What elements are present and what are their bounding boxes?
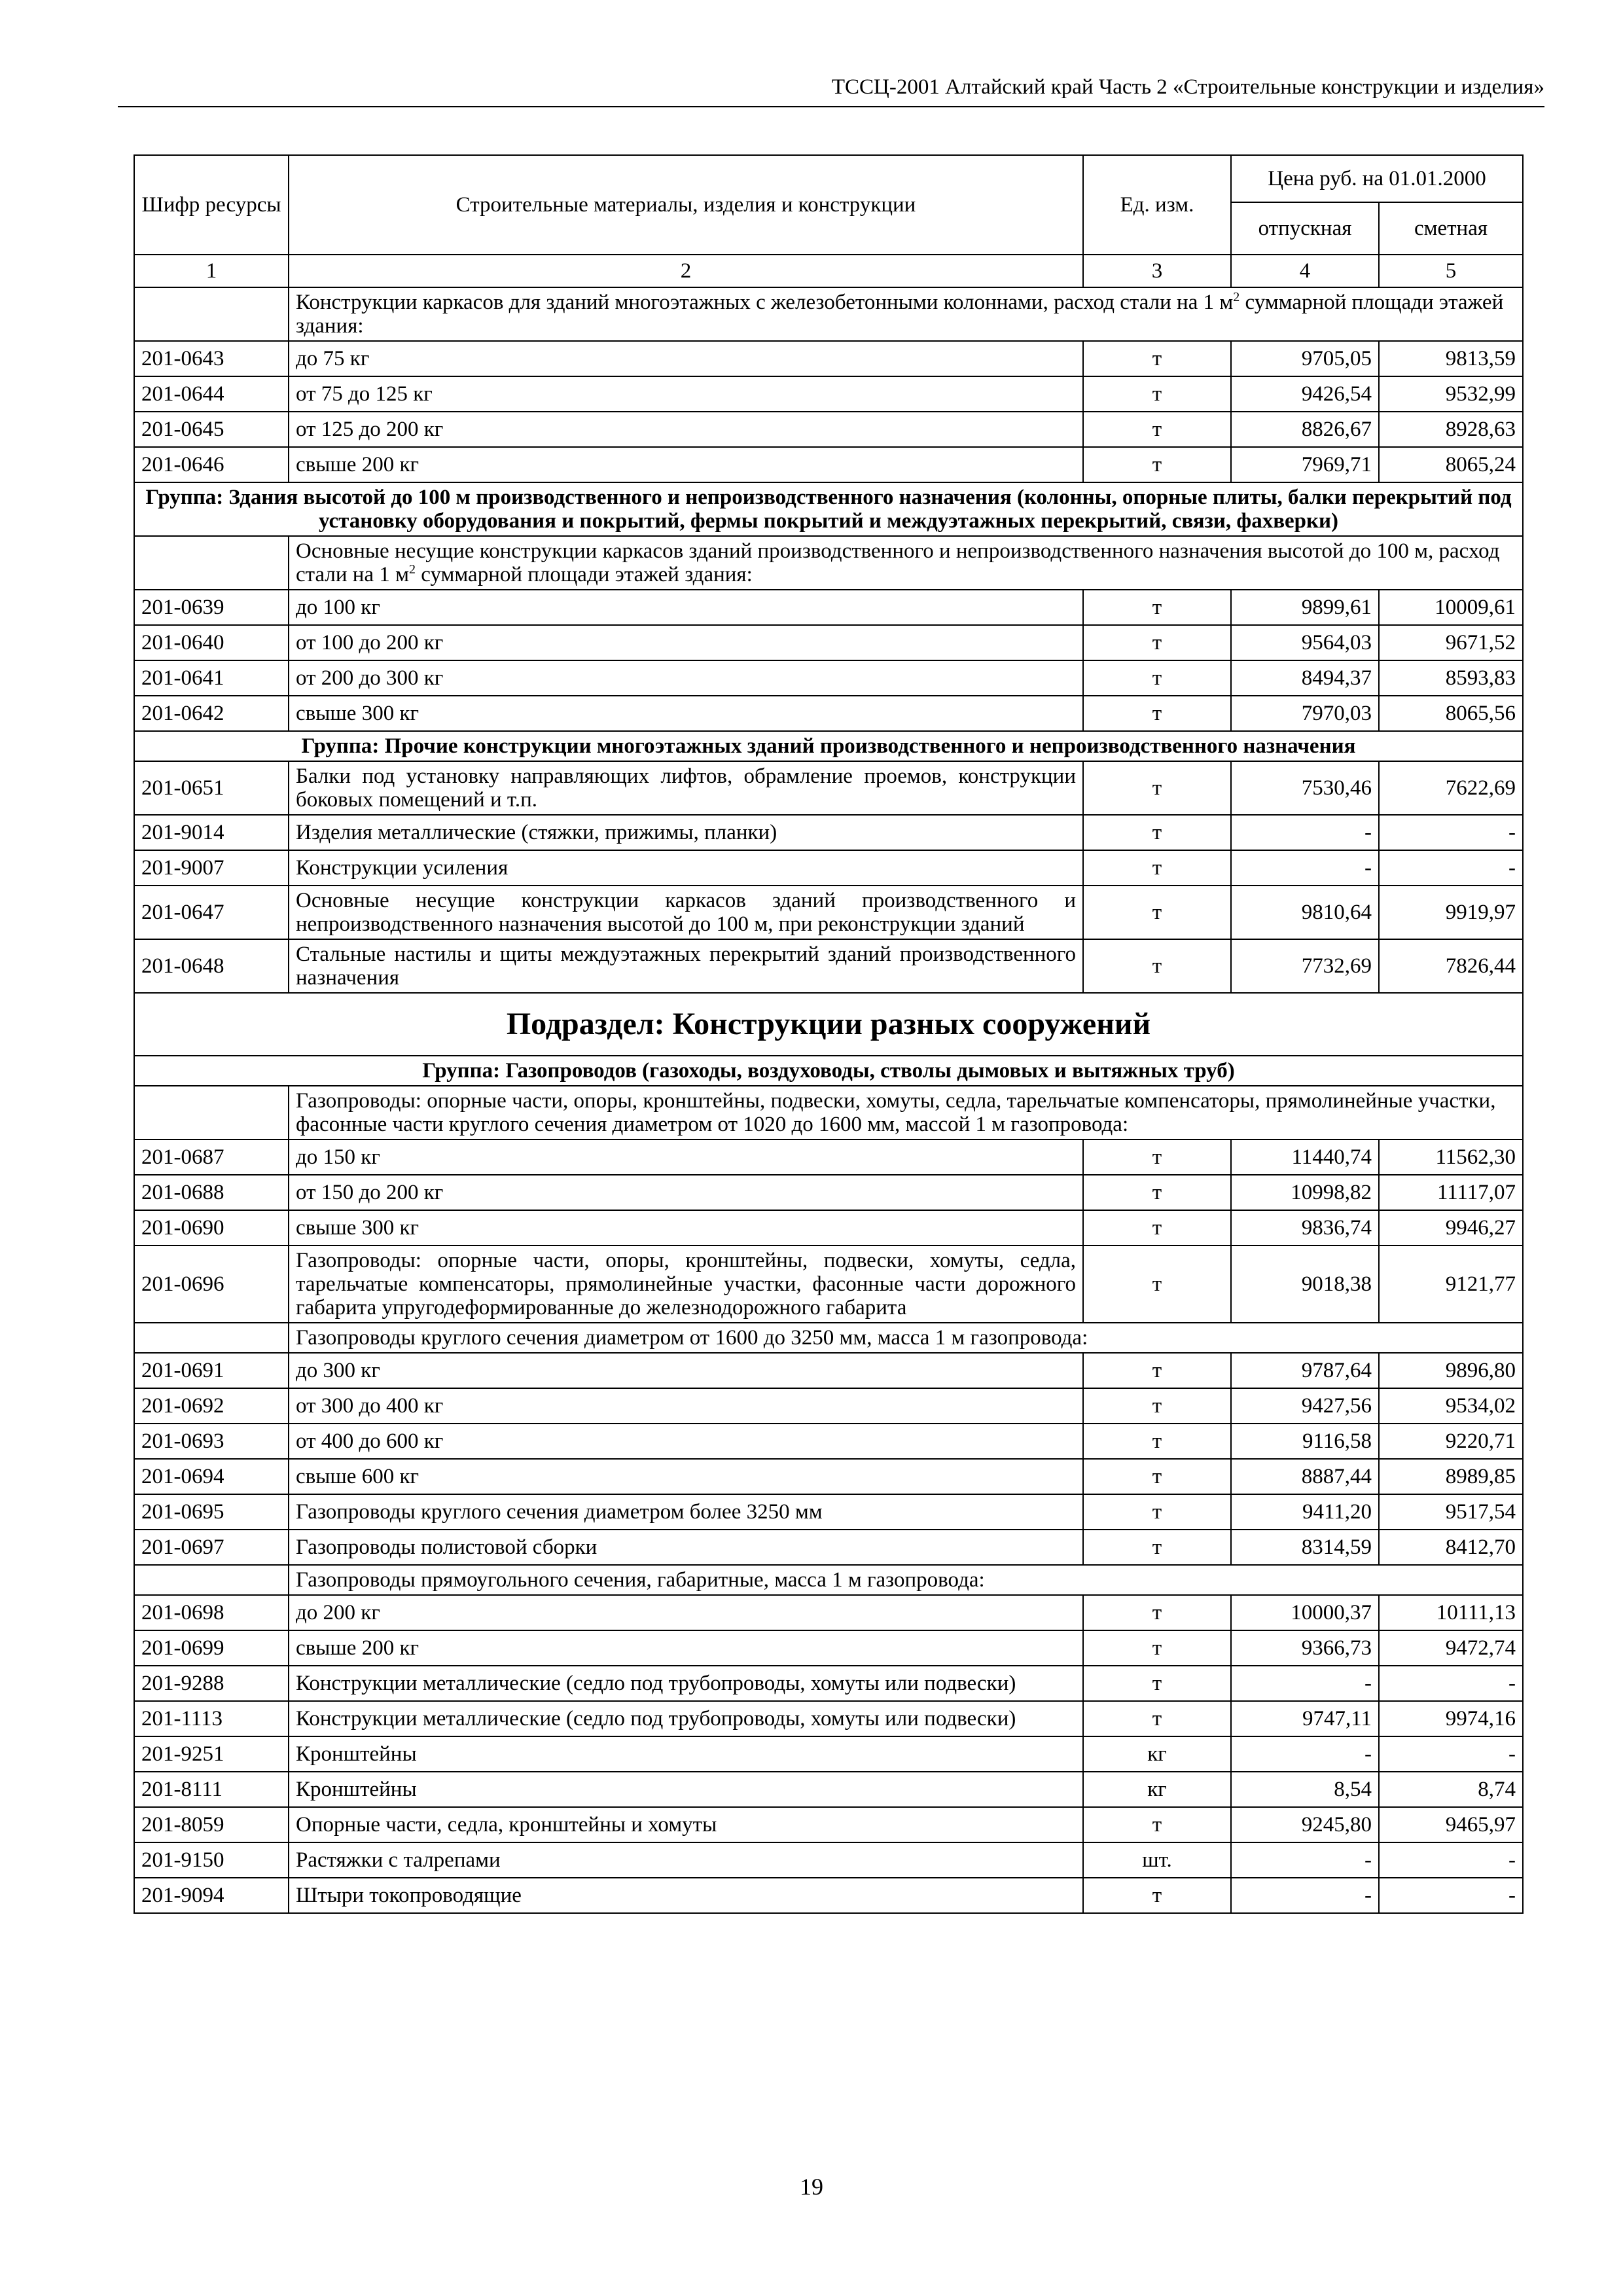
resource-code-cell: 201-0641 xyxy=(134,660,289,696)
table-row xyxy=(134,696,1523,731)
note-text-part: Газопроводы: опорные части, опоры, кронштейны, подвески, хомуты, седла, тарельчатые компенсаторы, прямолинейные участки, фасонные части круглого сечения диаметром от 1020 до 1600 мм, массой 1 м газопровода: xyxy=(296,1089,1496,1136)
note-row xyxy=(134,1086,1523,1139)
resource-name-cell: Конструкции металлические (седло под трубопроводы, хомуты или подвески) xyxy=(289,1701,1083,1736)
resource-name-cell: свыше 200 кг xyxy=(289,1630,1083,1666)
resource-code-cell: 201-0699 xyxy=(134,1630,289,1666)
unit-cell: т xyxy=(1083,1701,1231,1736)
note-text xyxy=(289,1565,1523,1595)
unit-cell: т xyxy=(1083,1459,1231,1494)
unit-cell: т xyxy=(1083,1530,1231,1565)
column-number: 3 xyxy=(1083,255,1231,287)
table-row xyxy=(134,1530,1523,1565)
unit-cell: т xyxy=(1083,1353,1231,1388)
table-row xyxy=(134,1246,1523,1323)
unit-cell: т xyxy=(1083,660,1231,696)
estimate-price-cell: 8412,70 xyxy=(1379,1530,1523,1565)
table-row xyxy=(134,1878,1523,1913)
resource-code-cell: 201-8059 xyxy=(134,1807,289,1842)
release-price-cell: 9747,11 xyxy=(1231,1701,1379,1736)
resource-name-cell: от 400 до 600 кг xyxy=(289,1424,1083,1459)
table-row xyxy=(134,886,1523,939)
unit-cell: т xyxy=(1083,1175,1231,1210)
table-row xyxy=(134,1353,1523,1388)
table-row xyxy=(134,815,1523,850)
group-row xyxy=(134,482,1523,536)
unit-cell: кг xyxy=(1083,1772,1231,1807)
resource-name-cell: Газопроводы круглого сечения диаметром более 3250 мм xyxy=(289,1494,1083,1530)
resource-code-cell: 201-0687 xyxy=(134,1139,289,1175)
empty-code-cell xyxy=(134,1565,289,1595)
release-price-cell: - xyxy=(1231,815,1379,850)
resource-name-cell: до 100 кг xyxy=(289,590,1083,625)
release-price-cell: 9787,64 xyxy=(1231,1353,1379,1388)
release-price-cell: 7969,71 xyxy=(1231,447,1379,482)
unit-cell: т xyxy=(1083,341,1231,376)
resource-name-cell: Газопроводы полистовой сборки xyxy=(289,1530,1083,1565)
estimate-price-cell: 8065,56 xyxy=(1379,696,1523,731)
table-row xyxy=(134,1630,1523,1666)
resource-name-cell: от 100 до 200 кг xyxy=(289,625,1083,660)
resource-code-cell: 201-0688 xyxy=(134,1175,289,1210)
resource-code-cell: 201-9007 xyxy=(134,850,289,886)
release-price-cell: 8826,67 xyxy=(1231,412,1379,447)
resource-name-cell: Растяжки с талрепами xyxy=(289,1842,1083,1878)
resource-name-cell: Конструкции металлические (седло под трубопроводы, хомуты или подвески) xyxy=(289,1666,1083,1701)
table-row xyxy=(134,1494,1523,1530)
release-price-cell: 8,54 xyxy=(1231,1772,1379,1807)
resource-name-cell: Кронштейны xyxy=(289,1772,1083,1807)
table-row xyxy=(134,1210,1523,1246)
resource-code-cell: 201-0640 xyxy=(134,625,289,660)
table-row xyxy=(134,625,1523,660)
estimate-price-cell: 9919,97 xyxy=(1379,886,1523,939)
resource-name-cell: Изделия металлические (стяжки, прижимы, планки) xyxy=(289,815,1083,850)
estimate-price-cell: - xyxy=(1379,1878,1523,1913)
estimate-price-cell: - xyxy=(1379,1842,1523,1878)
estimate-price-cell: - xyxy=(1379,1736,1523,1772)
table-row xyxy=(134,376,1523,412)
unit-cell: т xyxy=(1083,1878,1231,1913)
table-row xyxy=(134,1595,1523,1630)
table-row xyxy=(134,412,1523,447)
unit-cell: кг xyxy=(1083,1736,1231,1772)
estimate-price-cell: 9220,71 xyxy=(1379,1424,1523,1459)
release-price-cell: 9899,61 xyxy=(1231,590,1379,625)
release-price-cell: - xyxy=(1231,1842,1379,1878)
release-price-cell: 7530,46 xyxy=(1231,761,1379,815)
table-header-row xyxy=(134,155,1523,202)
estimate-price-cell: 9465,97 xyxy=(1379,1807,1523,1842)
resource-code-cell: 201-0642 xyxy=(134,696,289,731)
table-row xyxy=(134,1701,1523,1736)
empty-code-cell xyxy=(134,287,289,341)
column-header-code: Шифр ресурсы xyxy=(134,155,289,255)
group-row xyxy=(134,1056,1523,1086)
note-text-part: Конструкции каркасов для зданий многоэтажных с железобетонными колоннами, расход стали на 1 м xyxy=(296,291,1234,314)
note-text xyxy=(289,1086,1523,1139)
estimate-price-cell: - xyxy=(1379,850,1523,886)
resource-name-cell: Стальные настилы и щиты междуэтажных перекрытий зданий производственного назначения xyxy=(289,939,1083,993)
resource-name-cell: Штыри токопроводящие xyxy=(289,1878,1083,1913)
estimate-price-cell: 9896,80 xyxy=(1379,1353,1523,1388)
unit-cell: шт. xyxy=(1083,1842,1231,1878)
resource-code-cell: 201-9014 xyxy=(134,815,289,850)
table-row xyxy=(134,660,1523,696)
note-text-part: суммарной площади этажей здания: xyxy=(415,563,753,586)
resource-name-cell: до 150 кг xyxy=(289,1139,1083,1175)
resource-code-cell: 201-0643 xyxy=(134,341,289,376)
resource-name-cell: свыше 600 кг xyxy=(289,1459,1083,1494)
release-price-cell: 8887,44 xyxy=(1231,1459,1379,1494)
release-price-cell: - xyxy=(1231,1878,1379,1913)
resource-name-cell: от 125 до 200 кг xyxy=(289,412,1083,447)
estimate-price-cell: 9121,77 xyxy=(1379,1246,1523,1323)
resource-code-cell: 201-0645 xyxy=(134,412,289,447)
column-number: 5 xyxy=(1379,255,1523,287)
unit-cell: т xyxy=(1083,590,1231,625)
column-number: 1 xyxy=(134,255,289,287)
unit-cell: т xyxy=(1083,1246,1231,1323)
unit-cell: т xyxy=(1083,850,1231,886)
empty-code-cell xyxy=(134,1086,289,1139)
unit-cell: т xyxy=(1083,1210,1231,1246)
column-header-release: отпускная xyxy=(1231,202,1379,255)
group-title: Группа: Здания высотой до 100 м производственного и непроизводственного назначения (колонны, опорные плиты, балки перекрытий под установку оборудования и покрытий, фермы покрытий и междуэтажных перекрытий, связи, фахверки) xyxy=(134,482,1523,536)
unit-cell: т xyxy=(1083,886,1231,939)
resource-code-cell: 201-0694 xyxy=(134,1459,289,1494)
estimate-price-cell: 8989,85 xyxy=(1379,1459,1523,1494)
release-price-cell: 7970,03 xyxy=(1231,696,1379,731)
estimate-price-cell: 11117,07 xyxy=(1379,1175,1523,1210)
page-number: 19 xyxy=(800,2174,823,2200)
estimate-price-cell: 10111,13 xyxy=(1379,1595,1523,1630)
estimate-price-cell: 9532,99 xyxy=(1379,376,1523,412)
resource-code-cell: 201-0697 xyxy=(134,1530,289,1565)
resource-code-cell: 201-9094 xyxy=(134,1878,289,1913)
resource-code-cell: 201-0647 xyxy=(134,886,289,939)
release-price-cell: 8314,59 xyxy=(1231,1530,1379,1565)
estimate-price-cell: - xyxy=(1379,815,1523,850)
note-text-part: Газопроводы прямоугольного сечения, габаритные, масса 1 м газопровода: xyxy=(296,1568,985,1592)
release-price-cell: 11440,74 xyxy=(1231,1139,1379,1175)
estimate-price-cell: 7622,69 xyxy=(1379,761,1523,815)
resource-code-cell: 201-0696 xyxy=(134,1246,289,1323)
section-row xyxy=(134,993,1523,1056)
estimate-price-cell: 11562,30 xyxy=(1379,1139,1523,1175)
resource-code-cell: 201-0695 xyxy=(134,1494,289,1530)
resource-name-cell: свыше 300 кг xyxy=(289,1210,1083,1246)
superscript: 2 xyxy=(1233,290,1240,304)
unit-cell: т xyxy=(1083,1494,1231,1530)
superscript: 2 xyxy=(408,562,416,577)
unit-cell: т xyxy=(1083,412,1231,447)
release-price-cell: 8494,37 xyxy=(1231,660,1379,696)
estimate-price-cell: 9534,02 xyxy=(1379,1388,1523,1424)
section-title: Подраздел: Конструкции разных сооружений xyxy=(134,993,1523,1056)
column-header-estimate: сметная xyxy=(1379,202,1523,255)
resource-code-cell: 201-9150 xyxy=(134,1842,289,1878)
table-row xyxy=(134,1807,1523,1842)
unit-cell: т xyxy=(1083,1807,1231,1842)
table-row xyxy=(134,1842,1523,1878)
price-table xyxy=(134,154,1524,1914)
resource-name-cell: от 300 до 400 кг xyxy=(289,1388,1083,1424)
resource-code-cell: 201-9288 xyxy=(134,1666,289,1701)
resource-code-cell: 201-0646 xyxy=(134,447,289,482)
resource-code-cell: 201-0693 xyxy=(134,1424,289,1459)
resource-name-cell: Опорные части, седла, кронштейны и хомуты xyxy=(289,1807,1083,1842)
release-price-cell: 9836,74 xyxy=(1231,1210,1379,1246)
column-header-price: Цена руб. на 01.01.2000 xyxy=(1231,155,1523,202)
release-price-cell: 9427,56 xyxy=(1231,1388,1379,1424)
estimate-price-cell: 8,74 xyxy=(1379,1772,1523,1807)
empty-code-cell xyxy=(134,536,289,590)
column-number: 2 xyxy=(289,255,1083,287)
note-row xyxy=(134,1323,1523,1353)
table-row xyxy=(134,447,1523,482)
estimate-price-cell: 9813,59 xyxy=(1379,341,1523,376)
table-row xyxy=(134,1736,1523,1772)
release-price-cell: 9705,05 xyxy=(1231,341,1379,376)
resource-code-cell: 201-8111 xyxy=(134,1772,289,1807)
resource-code-cell: 201-0639 xyxy=(134,590,289,625)
release-price-cell: - xyxy=(1231,1666,1379,1701)
unit-cell: т xyxy=(1083,1424,1231,1459)
table-row xyxy=(134,1175,1523,1210)
unit-cell: т xyxy=(1083,625,1231,660)
release-price-cell: 7732,69 xyxy=(1231,939,1379,993)
unit-cell: т xyxy=(1083,1666,1231,1701)
resource-name-cell: Кронштейны xyxy=(289,1736,1083,1772)
release-price-cell: - xyxy=(1231,850,1379,886)
resource-code-cell: 201-9251 xyxy=(134,1736,289,1772)
column-number: 4 xyxy=(1231,255,1379,287)
unit-cell: т xyxy=(1083,447,1231,482)
group-title: Группа: Прочие конструкции многоэтажных зданий производственного и непроизводственного назначения xyxy=(134,731,1523,761)
unit-cell: т xyxy=(1083,939,1231,993)
unit-cell: т xyxy=(1083,376,1231,412)
note-text xyxy=(289,536,1523,590)
release-price-cell: 9245,80 xyxy=(1231,1807,1379,1842)
estimate-price-cell: 9974,16 xyxy=(1379,1701,1523,1736)
table-row xyxy=(134,1772,1523,1807)
estimate-price-cell: 8928,63 xyxy=(1379,412,1523,447)
release-price-cell: 10000,37 xyxy=(1231,1595,1379,1630)
estimate-price-cell: 7826,44 xyxy=(1379,939,1523,993)
release-price-cell: 9564,03 xyxy=(1231,625,1379,660)
price-table-body xyxy=(134,155,1523,1913)
unit-cell: т xyxy=(1083,1139,1231,1175)
estimate-price-cell: 9517,54 xyxy=(1379,1494,1523,1530)
resource-code-cell: 201-0698 xyxy=(134,1595,289,1630)
table-row xyxy=(134,1459,1523,1494)
release-price-cell: 9116,58 xyxy=(1231,1424,1379,1459)
note-text xyxy=(289,1323,1523,1353)
release-price-cell: 9018,38 xyxy=(1231,1246,1379,1323)
table-row xyxy=(134,1139,1523,1175)
note-text-part: Газопроводы круглого сечения диаметром от 1600 до 3250 мм, масса 1 м газопровода: xyxy=(296,1326,1088,1350)
table-row xyxy=(134,590,1523,625)
table-row xyxy=(134,1666,1523,1701)
column-header-name: Строительные материалы, изделия и конструкции xyxy=(289,155,1083,255)
note-text-part: Основные несущие конструкции каркасов зданий производственного и непроизводственного назначения высотой до 100 м, расход стали на 1 м xyxy=(296,539,1500,586)
estimate-price-cell: 9671,52 xyxy=(1379,625,1523,660)
running-header: ТССЦ-2001 Алтайский край Часть 2 «Строительные конструкции и изделия» xyxy=(118,72,1544,107)
column-header-unit: Ед. изм. xyxy=(1083,155,1231,255)
resource-code-cell: 201-0692 xyxy=(134,1388,289,1424)
resource-code-cell: 201-0691 xyxy=(134,1353,289,1388)
table-row xyxy=(134,1388,1523,1424)
group-row xyxy=(134,731,1523,761)
note-text xyxy=(289,287,1523,341)
estimate-price-cell: - xyxy=(1379,1666,1523,1701)
resource-name-cell: Балки под установку направляющих лифтов, обрамление проемов, конструкции боковых помещений и т.п. xyxy=(289,761,1083,815)
column-numbers-row xyxy=(134,255,1523,287)
release-price-cell: 10998,82 xyxy=(1231,1175,1379,1210)
resource-code-cell: 201-0690 xyxy=(134,1210,289,1246)
unit-cell: т xyxy=(1083,815,1231,850)
estimate-price-cell: 9946,27 xyxy=(1379,1210,1523,1246)
empty-code-cell xyxy=(134,1323,289,1353)
estimate-price-cell: 10009,61 xyxy=(1379,590,1523,625)
release-price-cell: 9426,54 xyxy=(1231,376,1379,412)
table-row xyxy=(134,850,1523,886)
table-row xyxy=(134,1424,1523,1459)
unit-cell: т xyxy=(1083,1630,1231,1666)
note-row xyxy=(134,287,1523,341)
group-title: Группа: Газопроводов (газоходы, воздуховоды, стволы дымовых и вытяжных труб) xyxy=(134,1056,1523,1086)
estimate-price-cell: 8065,24 xyxy=(1379,447,1523,482)
resource-name-cell: Газопроводы: опорные части, опоры, кронштейны, подвески, хомуты, седла, тарельчатые компенсаторы, прямолинейные участки, фасонные части дорожного габарита упругодеформированные до железнодорожного габарита xyxy=(289,1246,1083,1323)
resource-name-cell: свыше 200 кг xyxy=(289,447,1083,482)
resource-code-cell: 201-1113 xyxy=(134,1701,289,1736)
release-price-cell: 9366,73 xyxy=(1231,1630,1379,1666)
table-row xyxy=(134,939,1523,993)
resource-name-cell: до 200 кг xyxy=(289,1595,1083,1630)
release-price-cell: - xyxy=(1231,1736,1379,1772)
unit-cell: т xyxy=(1083,696,1231,731)
resource-name-cell: до 75 кг xyxy=(289,341,1083,376)
table-row xyxy=(134,761,1523,815)
resource-code-cell: 201-0644 xyxy=(134,376,289,412)
resource-name-cell: Основные несущие конструкции каркасов зданий производственного и непроизводственного назначения высотой до 100 м, при реконструкции зданий xyxy=(289,886,1083,939)
note-text-part: суммарной площади этажей здания: xyxy=(296,291,1504,338)
resource-name-cell: от 200 до 300 кг xyxy=(289,660,1083,696)
estimate-price-cell: 9472,74 xyxy=(1379,1630,1523,1666)
resource-code-cell: 201-0651 xyxy=(134,761,289,815)
release-price-cell: 9411,20 xyxy=(1231,1494,1379,1530)
unit-cell: т xyxy=(1083,1388,1231,1424)
unit-cell: т xyxy=(1083,1595,1231,1630)
resource-name-cell: Конструкции усиления xyxy=(289,850,1083,886)
resource-name-cell: свыше 300 кг xyxy=(289,696,1083,731)
estimate-price-cell: 8593,83 xyxy=(1379,660,1523,696)
release-price-cell: 9810,64 xyxy=(1231,886,1379,939)
resource-name-cell: от 150 до 200 кг xyxy=(289,1175,1083,1210)
unit-cell: т xyxy=(1083,761,1231,815)
resource-code-cell: 201-0648 xyxy=(134,939,289,993)
table-row xyxy=(134,341,1523,376)
note-row xyxy=(134,536,1523,590)
note-row xyxy=(134,1565,1523,1595)
resource-name-cell: от 75 до 125 кг xyxy=(289,376,1083,412)
resource-name-cell: до 300 кг xyxy=(289,1353,1083,1388)
